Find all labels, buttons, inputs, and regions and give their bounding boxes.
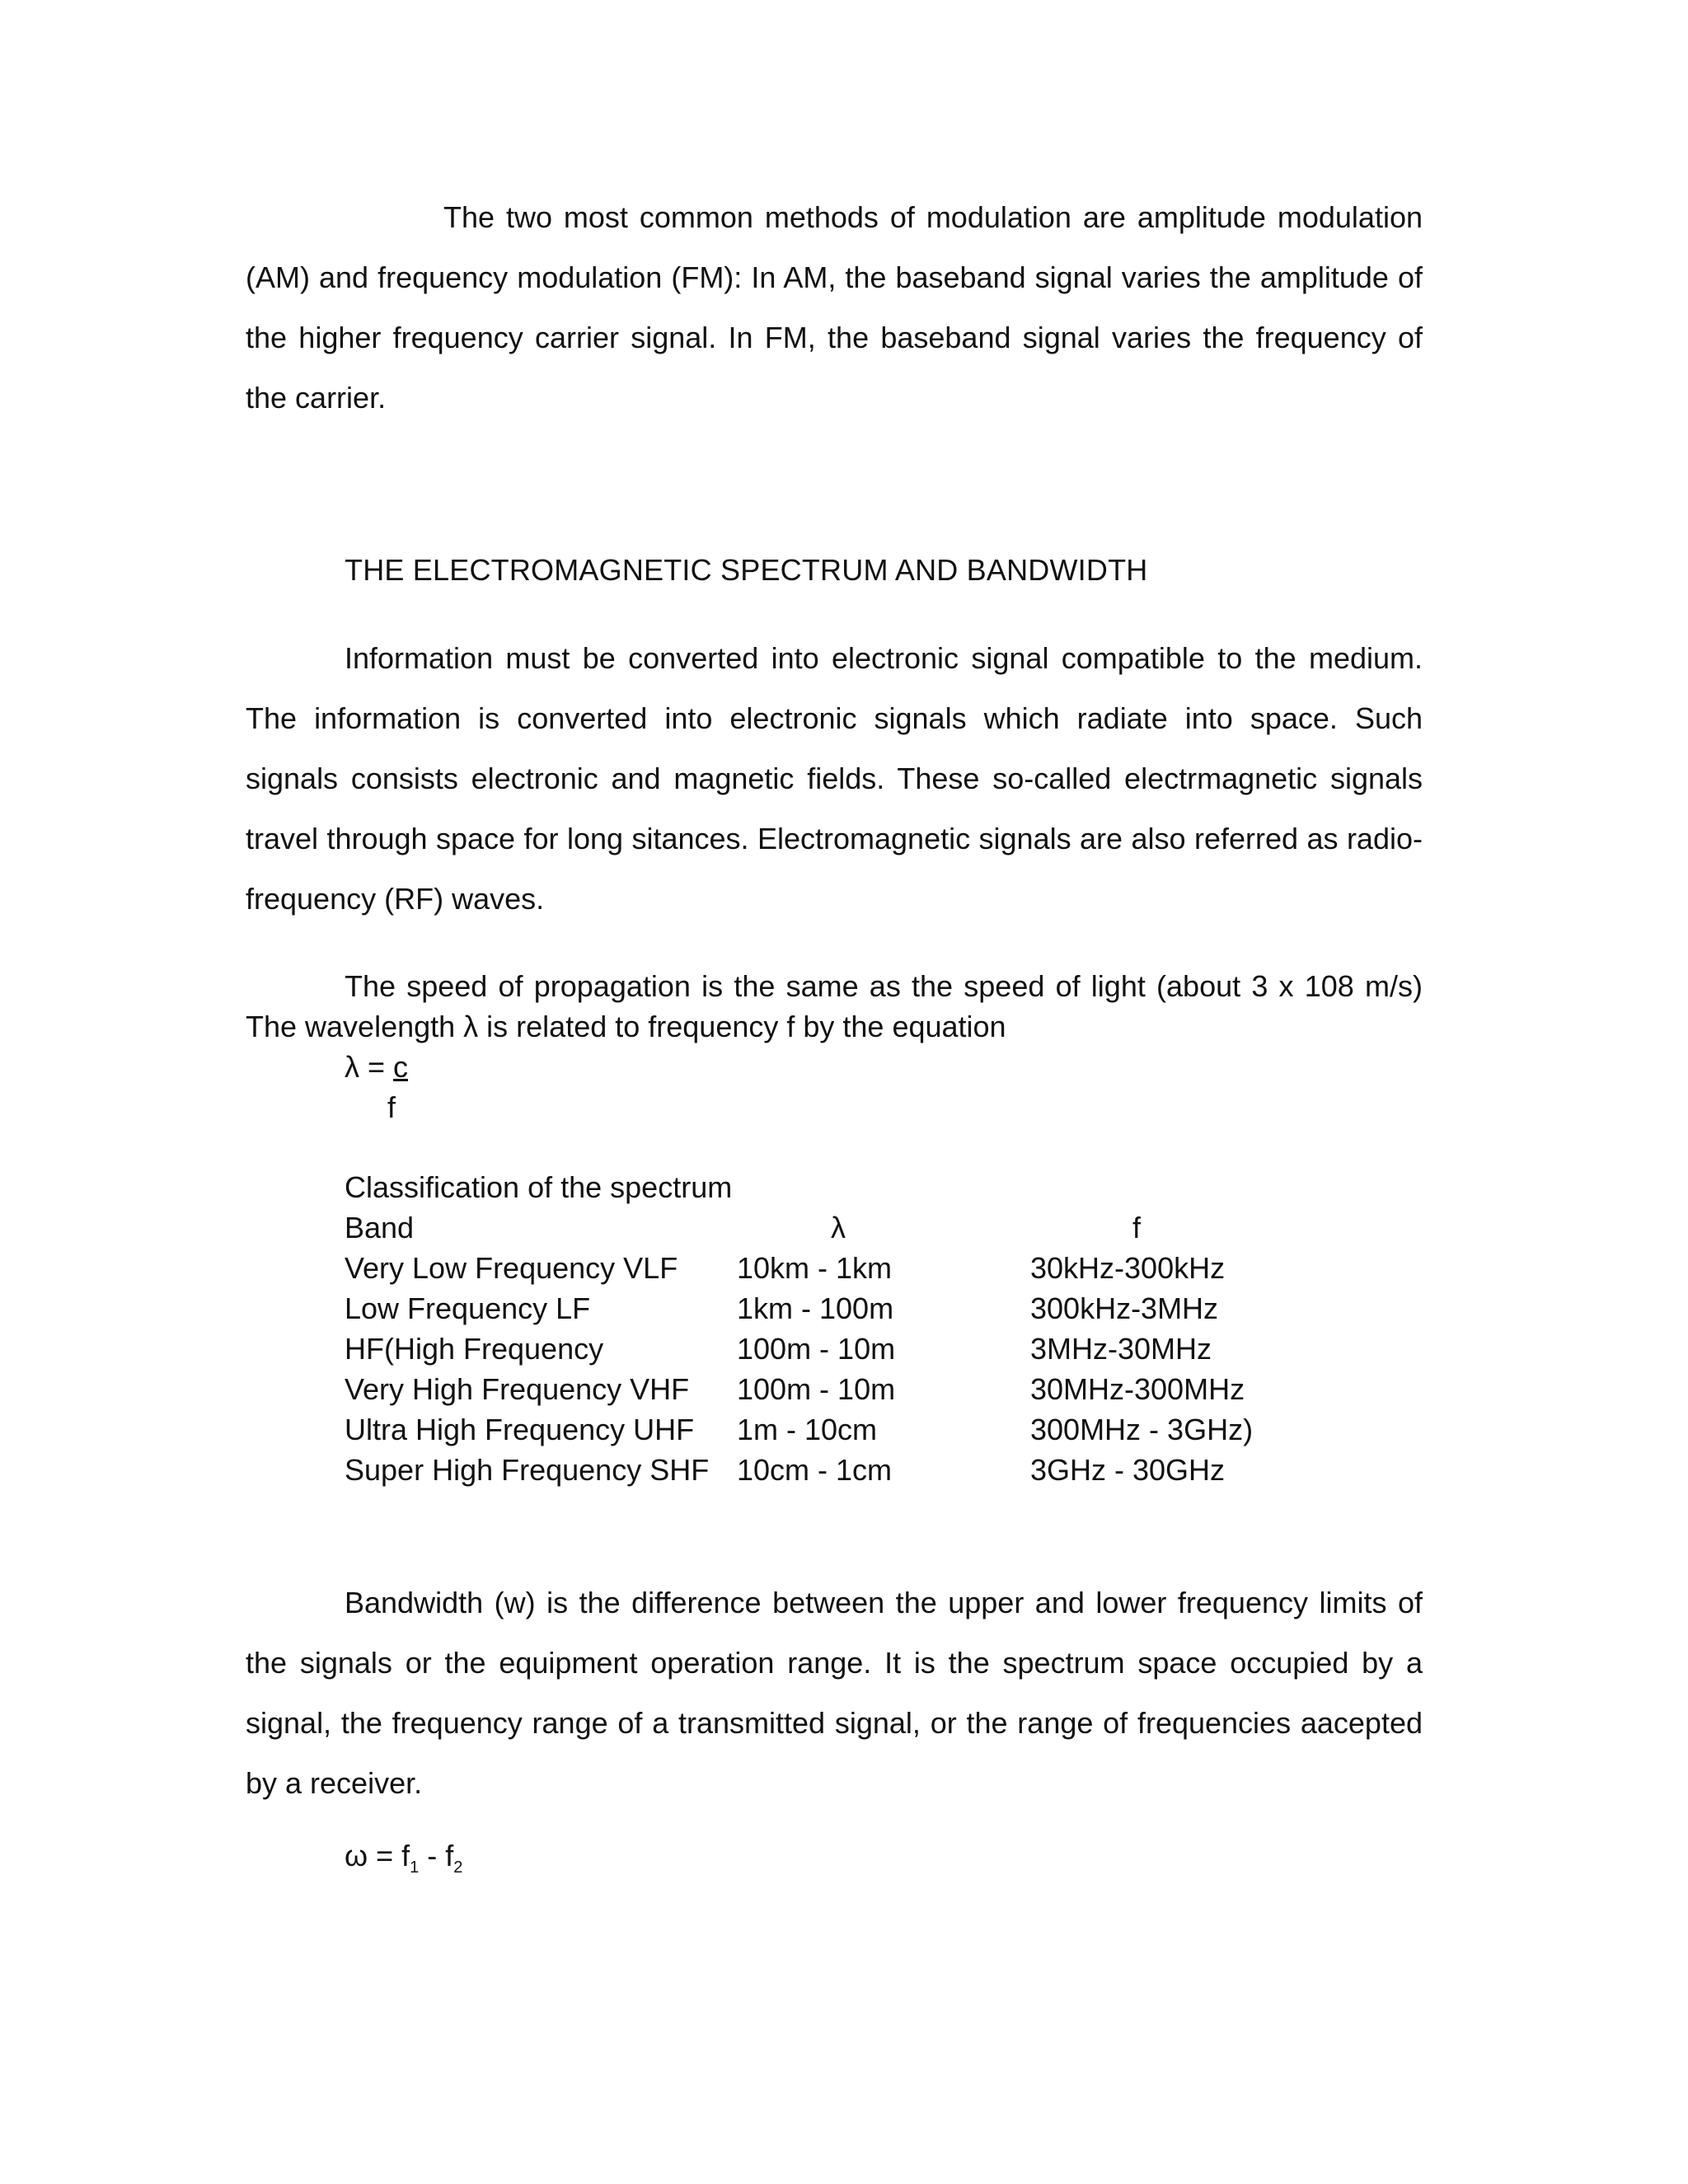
band-frequency: 30kHz-300kHz	[1030, 1251, 1226, 1285]
header-wavelength: λ	[831, 1211, 846, 1244]
speed-paragraph	[246, 966, 1423, 1047]
speed-line-1: The speed of propagation is the same as the speed of light (about 3 x 108 m/s)	[345, 969, 1423, 1003]
formula-lhs: ω = f	[345, 1839, 410, 1872]
header-frequency: f	[1132, 1211, 1142, 1244]
wavelength-equation	[345, 1047, 409, 1124]
information-paragraph: Information must be converted into electronic signal compatible to the medium. The information is converted into electronic signals which radiate into space. Such signals consists electronic and magnetic fields. These so-called electrmagnetic signals travel through space for long sitances. Electromagnetic signals are also referred as radio-frequency (RF) waves.	[246, 641, 1423, 916]
band-wavelength: 100m - 10m	[737, 1372, 896, 1406]
section-heading: THE ELECTROMAGNETIC SPECTRUM AND BANDWIDTH	[345, 553, 1148, 587]
band-wavelength: 1km - 100m	[737, 1291, 894, 1325]
band-wavelength: 100m - 10m	[737, 1332, 896, 1366]
formula-subscript-1: 1	[410, 1858, 420, 1877]
bandwidth-paragraph: Bandwidth (w) is the difference between the upper and lower frequency limits of the signals or the equipment operation range. It is the spectrum space occupied by a signal, the frequency range of a transmitted signal, or the range of frequencies aacepted by a receiver.	[246, 1586, 1423, 1800]
band-wavelength: 1m - 10cm	[737, 1413, 878, 1446]
band-name: Ultra High Frequency UHF	[345, 1413, 695, 1446]
equation-numerator: c	[393, 1050, 409, 1084]
header-band: Band	[345, 1211, 415, 1244]
band-frequency: 3MHz-30MHz	[1030, 1332, 1212, 1366]
bandwidth-formula	[345, 1836, 462, 1887]
formula-minus: - f	[419, 1839, 454, 1872]
spectrum-table-title: Classification of the spectrum	[345, 1170, 733, 1204]
equation-denominator: f	[387, 1090, 396, 1124]
band-frequency: 300kHz-3MHz	[1030, 1291, 1219, 1325]
band-frequency: 300MHz - 3GHz)	[1030, 1413, 1254, 1446]
band-name: HF(High Frequency	[345, 1332, 604, 1366]
band-frequency: 3GHz - 30GHz	[1030, 1453, 1226, 1487]
band-name: Super High Frequency SHF	[345, 1453, 710, 1487]
band-wavelength: 10cm - 1cm	[737, 1453, 893, 1487]
band-name: Very High Frequency VHF	[345, 1372, 690, 1406]
band-name: Low Frequency LF	[345, 1291, 591, 1325]
speed-line-2: The wavelength λ is related to frequency f by the equation	[246, 1010, 1006, 1043]
equation-lhs: λ =	[345, 1050, 394, 1084]
band-name: Very Low Frequency VLF	[345, 1251, 678, 1285]
band-wavelength: 10km - 1km	[737, 1251, 893, 1285]
modulation-paragraph: The two most common methods of modulation are amplitude modulation (AM) and frequency modulation (FM): In AM, the baseband signal varies the amplitude of the higher frequency carrier signal. In FM, the baseband signal varies the frequency of the carrier.	[246, 200, 1423, 415]
band-frequency: 30MHz-300MHz	[1030, 1372, 1245, 1406]
formula-subscript-2: 2	[453, 1858, 463, 1877]
